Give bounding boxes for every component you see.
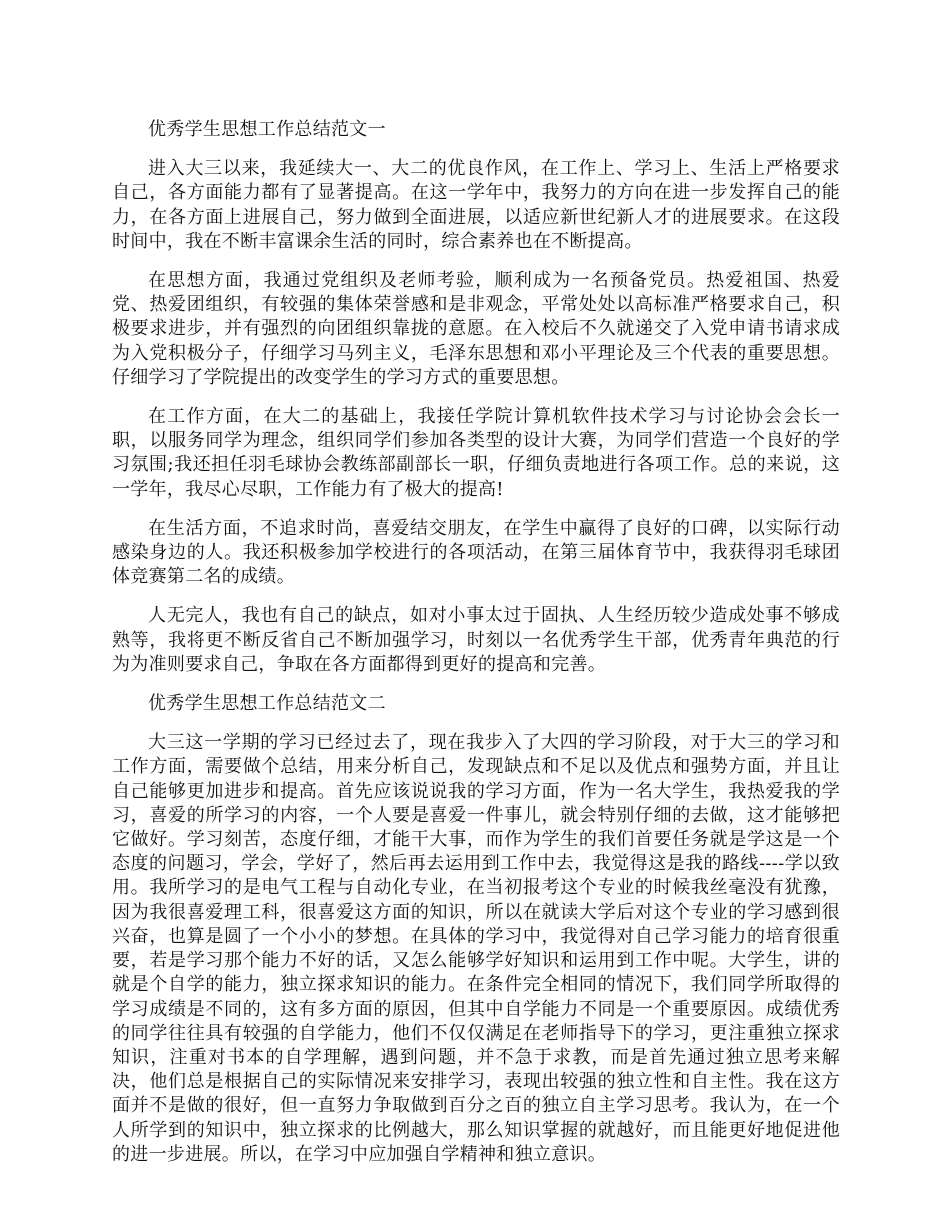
section-1-paragraph-1: 进入大三以来，我延续大一、大二的优良作风，在工作上、学习上、生活上严格要求自己，各方面能力都有了显著提高。在这一学年中，我努力的方向在进一步发挥自己的能力，在各方面上进展自己，努力做到全面进展，以适应新世纪新人才的进展要求。在这段时间中，我在不断丰富课余生活的同时，综合素养也在不断提高。 bbox=[112, 158, 840, 252]
section-1-title: 优秀学生思想工作总结范文一 bbox=[148, 119, 386, 140]
document-body bbox=[112, 118, 840, 1182]
section-1-paragraph-5: 人无完人，我也有自己的缺点，如对小事太过于固执、人生经历较少造成处事不够成熟等，我将更不断反省自己不断加强学习，时刻以一名优秀学生干部，优秀青年典范的行为为准则要求自己，争取在各方面都得到更好的提高和完善。 bbox=[112, 605, 840, 675]
section-2-paragraph-1: 大三这一学期的学习已经过去了，现在我步入了大四的学习阶段，对于大三的学习和工作方面，需要做个总结，用来分析自己，发现缺点和不足以及优点和强势方面，并且让自己能够更加进步和提高。首先应该说说我的学习方面，作为一名大学生，我热爱我的学习，喜爱的所学习的内容，一个人要是喜爱一件事儿，就会特别仔细的去做，这才能够把它做好。学习刻苦，态度仔细，才能干大事，而作为学生的我们首要任务就是学这是一个态度的问题习，学会，学好了，然后再去运用到工作中去，我觉得这是我的路线----学以致用。我所学习的是电气工程与自动化专业，在当初报考这个专业的时候我丝毫没有犹豫，因为我很喜爱理工科，很喜爱这方面的知识，所以在就读大学后对这个专业的学习感到很兴奋，也算是圆了一个小小的梦想。在具体的学习中，我觉得对自己学习能力的培育很重要，若是学习那个能力不好的话，又怎么能够学好知识和运用到工作中呢。大学生，讲的就是个自学的能力，独立探求知识的能力。在条件完全相同的情况下，我们同学所取得的学习成绩是不同的，这有多方面的原因，但其中自学能力不同是一个重要原因。成绩优秀的同学往往具有较强的自学能力，他们不仅仅满足在老师指导下的学习，更注重独立探求知识，注重对书本的自学理解，遇到问题，并不急于求教，而是首先通过独立思考来解决，他们总是根据自己的实际情况来安排学习，表现出较强的独立性和自主性。我在这方面并不是做的很好，但一直努力争取做到百分之百的独立自主学习思考。我认为，在一个人所学到的知识中，独立探求的比例越大，那么知识掌握的就越好，而且能更好地促进他的进一步进展。所以，在学习中应加强自学精神和独立意识。 bbox=[112, 732, 840, 1165]
section-1-paragraph-4: 在生活方面，不追求时尚，喜爱结交朋友，在学生中赢得了良好的口碑，以实际行动感染身边的人。我还积极参加学校进行的各项活动，在第三届体育节中，我获得羽毛球团体竞赛第二名的成绩。 bbox=[112, 517, 840, 588]
section-1-paragraph-2: 在思想方面，我通过党组织及老师考验，顺利成为一名预备党员。热爱祖国、热爱党、热爱团组织，有较强的集体荣誉感和是非观念，平常处处以高标准严格要求自己，积极要求进步，并有强烈的向团组织靠拢的意愿。在入校后不久就递交了入党申请书请求成为入党积极分子，仔细学习马列主义，毛泽东思想和邓小平理论及三个代表的重要思想。仔细学习了学院提出的改变学生的学习方式的重要思想。 bbox=[112, 270, 840, 388]
section-2-title: 优秀学生思想工作总结范文二 bbox=[148, 693, 386, 715]
section-1-paragraph-3: 在工作方面，在大二的基础上，我接任学院计算机软件技术学习与讨论协会会长一职，以服务同学为理念，组织同学们参加各类型的设计大赛，为同学们营造一个良好的学习氛围;我还担任羽毛球协会教练部副部长一职，仔细负责地进行各项工作。总的来说，这一学年，我尽心尽职，工作能力有了极大的提高! bbox=[112, 406, 840, 500]
